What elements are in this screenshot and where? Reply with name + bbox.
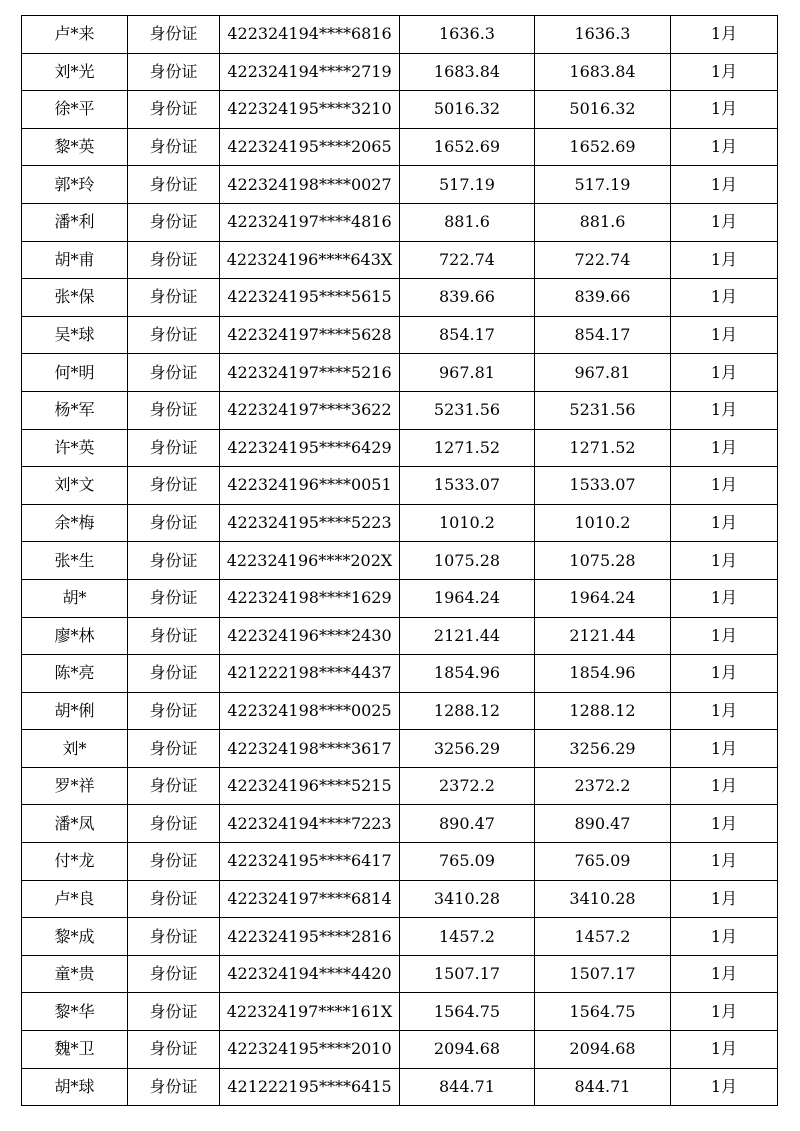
month-cell: 1月 [671, 91, 778, 129]
table-row [22, 730, 778, 768]
id-type-cell: 身份证 [128, 16, 220, 54]
amount-paid-cell: 1564.75 [535, 993, 671, 1031]
table-row [22, 767, 778, 805]
month-cell: 1月 [671, 467, 778, 505]
id-type-cell: 身份证 [128, 1031, 220, 1069]
name-cell: 胡*甫 [22, 241, 128, 279]
id-type-cell: 身份证 [128, 429, 220, 467]
amount-cell: 2094.68 [400, 1031, 535, 1069]
id-type-cell: 身份证 [128, 1068, 220, 1106]
amount-cell: 1683.84 [400, 53, 535, 91]
amount-paid-cell: 517.19 [535, 166, 671, 204]
table-row [22, 166, 778, 204]
amount-paid-cell: 1288.12 [535, 692, 671, 730]
id-type-cell: 身份证 [128, 655, 220, 693]
month-cell: 1月 [671, 1031, 778, 1069]
month-cell: 1月 [671, 316, 778, 354]
amount-paid-cell: 1652.69 [535, 128, 671, 166]
id-type-cell: 身份证 [128, 91, 220, 129]
name-cell: 杨*军 [22, 391, 128, 429]
id-type-cell: 身份证 [128, 166, 220, 204]
amount-cell: 967.81 [400, 354, 535, 392]
amount-cell: 1964.24 [400, 579, 535, 617]
month-cell: 1月 [671, 617, 778, 655]
table-row [22, 504, 778, 542]
table-row [22, 391, 778, 429]
amount-cell: 722.74 [400, 241, 535, 279]
month-cell: 1月 [671, 918, 778, 956]
roster-table [21, 15, 778, 1106]
name-cell: 吴*球 [22, 316, 128, 354]
table-row [22, 579, 778, 617]
table-row [22, 880, 778, 918]
table-row [22, 429, 778, 467]
amount-paid-cell: 5016.32 [535, 91, 671, 129]
month-cell: 1月 [671, 880, 778, 918]
table-row [22, 467, 778, 505]
amount-cell: 890.47 [400, 805, 535, 843]
id-type-cell: 身份证 [128, 354, 220, 392]
table-row [22, 542, 778, 580]
amount-paid-cell: 839.66 [535, 279, 671, 317]
name-cell: 魏*卫 [22, 1031, 128, 1069]
id-number-cell: 422324195****5223 [220, 504, 400, 542]
name-cell: 郭*玲 [22, 166, 128, 204]
name-cell: 何*明 [22, 354, 128, 392]
name-cell: 刘* [22, 730, 128, 768]
id-type-cell: 身份证 [128, 504, 220, 542]
id-number-cell: 422324195****6417 [220, 843, 400, 881]
month-cell: 1月 [671, 1068, 778, 1106]
table-row [22, 91, 778, 129]
id-number-cell: 422324195****2816 [220, 918, 400, 956]
table-row [22, 617, 778, 655]
name-cell: 许*英 [22, 429, 128, 467]
id-number-cell: 422324195****6429 [220, 429, 400, 467]
amount-paid-cell: 3410.28 [535, 880, 671, 918]
month-cell: 1月 [671, 843, 778, 881]
month-cell: 1月 [671, 805, 778, 843]
id-number-cell: 422324198****0027 [220, 166, 400, 204]
month-cell: 1月 [671, 579, 778, 617]
amount-paid-cell: 844.71 [535, 1068, 671, 1106]
table-row [22, 16, 778, 54]
amount-cell: 1010.2 [400, 504, 535, 542]
amount-cell: 2121.44 [400, 617, 535, 655]
month-cell: 1月 [671, 993, 778, 1031]
amount-paid-cell: 1075.28 [535, 542, 671, 580]
amount-paid-cell: 890.47 [535, 805, 671, 843]
table-row [22, 805, 778, 843]
id-number-cell: 422324198****0025 [220, 692, 400, 730]
amount-paid-cell: 1636.3 [535, 16, 671, 54]
name-cell: 徐*平 [22, 91, 128, 129]
id-number-cell: 422324196****643X [220, 241, 400, 279]
amount-cell: 1636.3 [400, 16, 535, 54]
id-type-cell: 身份证 [128, 692, 220, 730]
id-type-cell: 身份证 [128, 203, 220, 241]
month-cell: 1月 [671, 53, 778, 91]
table-row [22, 203, 778, 241]
month-cell: 1月 [671, 354, 778, 392]
name-cell: 卢*良 [22, 880, 128, 918]
amount-paid-cell: 2094.68 [535, 1031, 671, 1069]
id-type-cell: 身份证 [128, 128, 220, 166]
month-cell: 1月 [671, 166, 778, 204]
table-row [22, 279, 778, 317]
name-cell: 胡* [22, 579, 128, 617]
amount-paid-cell: 881.6 [535, 203, 671, 241]
amount-paid-cell: 1964.24 [535, 579, 671, 617]
table-row [22, 955, 778, 993]
id-type-cell: 身份证 [128, 880, 220, 918]
amount-cell: 1533.07 [400, 467, 535, 505]
month-cell: 1月 [671, 542, 778, 580]
id-number-cell: 422324196****2430 [220, 617, 400, 655]
name-cell: 胡*球 [22, 1068, 128, 1106]
id-type-cell: 身份证 [128, 843, 220, 881]
table-row [22, 1031, 778, 1069]
name-cell: 黎*成 [22, 918, 128, 956]
document-page [21, 15, 777, 1106]
table-row [22, 692, 778, 730]
amount-cell: 765.09 [400, 843, 535, 881]
id-number-cell: 422324194****7223 [220, 805, 400, 843]
id-type-cell: 身份证 [128, 918, 220, 956]
id-number-cell: 422324198****3617 [220, 730, 400, 768]
month-cell: 1月 [671, 655, 778, 693]
name-cell: 黎*英 [22, 128, 128, 166]
amount-cell: 1457.2 [400, 918, 535, 956]
id-number-cell: 422324197****5628 [220, 316, 400, 354]
amount-paid-cell: 1457.2 [535, 918, 671, 956]
id-number-cell: 422324195****3210 [220, 91, 400, 129]
id-type-cell: 身份证 [128, 241, 220, 279]
amount-cell: 517.19 [400, 166, 535, 204]
name-cell: 潘*利 [22, 203, 128, 241]
id-number-cell: 422324194****2719 [220, 53, 400, 91]
amount-paid-cell: 3256.29 [535, 730, 671, 768]
id-number-cell: 422324196****202X [220, 542, 400, 580]
name-cell: 刘*文 [22, 467, 128, 505]
id-number-cell: 422324195****5615 [220, 279, 400, 317]
id-type-cell: 身份证 [128, 579, 220, 617]
amount-paid-cell: 1533.07 [535, 467, 671, 505]
amount-cell: 2372.2 [400, 767, 535, 805]
id-number-cell: 422324197****4816 [220, 203, 400, 241]
id-number-cell: 422324196****0051 [220, 467, 400, 505]
table-row [22, 918, 778, 956]
amount-cell: 3410.28 [400, 880, 535, 918]
month-cell: 1月 [671, 241, 778, 279]
table-row [22, 843, 778, 881]
id-number-cell: 422324194****4420 [220, 955, 400, 993]
name-cell: 卢*来 [22, 16, 128, 54]
table-row [22, 316, 778, 354]
amount-cell: 5016.32 [400, 91, 535, 129]
month-cell: 1月 [671, 730, 778, 768]
amount-cell: 854.17 [400, 316, 535, 354]
amount-cell: 1288.12 [400, 692, 535, 730]
id-number-cell: 422324195****2010 [220, 1031, 400, 1069]
amount-paid-cell: 1854.96 [535, 655, 671, 693]
id-type-cell: 身份证 [128, 542, 220, 580]
id-type-cell: 身份证 [128, 617, 220, 655]
amount-cell: 1854.96 [400, 655, 535, 693]
name-cell: 张*保 [22, 279, 128, 317]
amount-cell: 1075.28 [400, 542, 535, 580]
amount-paid-cell: 722.74 [535, 241, 671, 279]
month-cell: 1月 [671, 692, 778, 730]
name-cell: 胡*俐 [22, 692, 128, 730]
name-cell: 陈*亮 [22, 655, 128, 693]
name-cell: 罗*祥 [22, 767, 128, 805]
month-cell: 1月 [671, 504, 778, 542]
amount-cell: 3256.29 [400, 730, 535, 768]
amount-paid-cell: 854.17 [535, 316, 671, 354]
name-cell: 黎*华 [22, 993, 128, 1031]
id-type-cell: 身份证 [128, 730, 220, 768]
name-cell: 童*贵 [22, 955, 128, 993]
amount-paid-cell: 1683.84 [535, 53, 671, 91]
id-type-cell: 身份证 [128, 955, 220, 993]
id-number-cell: 422324197****161X [220, 993, 400, 1031]
name-cell: 付*龙 [22, 843, 128, 881]
id-type-cell: 身份证 [128, 805, 220, 843]
id-number-cell: 422324195****2065 [220, 128, 400, 166]
amount-paid-cell: 2372.2 [535, 767, 671, 805]
name-cell: 刘*光 [22, 53, 128, 91]
month-cell: 1月 [671, 391, 778, 429]
amount-paid-cell: 967.81 [535, 354, 671, 392]
amount-paid-cell: 5231.56 [535, 391, 671, 429]
amount-paid-cell: 2121.44 [535, 617, 671, 655]
id-number-cell: 422324197****3622 [220, 391, 400, 429]
id-type-cell: 身份证 [128, 391, 220, 429]
name-cell: 廖*林 [22, 617, 128, 655]
id-type-cell: 身份证 [128, 467, 220, 505]
amount-cell: 1652.69 [400, 128, 535, 166]
table-row [22, 241, 778, 279]
month-cell: 1月 [671, 203, 778, 241]
amount-cell: 844.71 [400, 1068, 535, 1106]
month-cell: 1月 [671, 279, 778, 317]
id-type-cell: 身份证 [128, 279, 220, 317]
table-row [22, 993, 778, 1031]
id-number-cell: 421222198****4437 [220, 655, 400, 693]
name-cell: 余*梅 [22, 504, 128, 542]
amount-cell: 1564.75 [400, 993, 535, 1031]
month-cell: 1月 [671, 128, 778, 166]
amount-cell: 1507.17 [400, 955, 535, 993]
month-cell: 1月 [671, 955, 778, 993]
month-cell: 1月 [671, 429, 778, 467]
table-row [22, 655, 778, 693]
table-row [22, 53, 778, 91]
amount-paid-cell: 1010.2 [535, 504, 671, 542]
name-cell: 潘*凤 [22, 805, 128, 843]
id-number-cell: 422324198****1629 [220, 579, 400, 617]
table-row [22, 1068, 778, 1106]
id-type-cell: 身份证 [128, 993, 220, 1031]
amount-paid-cell: 1271.52 [535, 429, 671, 467]
roster-table-body [22, 16, 778, 1106]
amount-paid-cell: 765.09 [535, 843, 671, 881]
amount-cell: 881.6 [400, 203, 535, 241]
amount-paid-cell: 1507.17 [535, 955, 671, 993]
id-number-cell: 421222195****6415 [220, 1068, 400, 1106]
table-row [22, 354, 778, 392]
amount-cell: 5231.56 [400, 391, 535, 429]
id-number-cell: 422324197****6814 [220, 880, 400, 918]
amount-cell: 839.66 [400, 279, 535, 317]
month-cell: 1月 [671, 767, 778, 805]
id-type-cell: 身份证 [128, 53, 220, 91]
amount-cell: 1271.52 [400, 429, 535, 467]
id-type-cell: 身份证 [128, 316, 220, 354]
id-type-cell: 身份证 [128, 767, 220, 805]
month-cell: 1月 [671, 16, 778, 54]
id-number-cell: 422324196****5215 [220, 767, 400, 805]
id-number-cell: 422324197****5216 [220, 354, 400, 392]
table-row [22, 128, 778, 166]
id-number-cell: 422324194****6816 [220, 16, 400, 54]
name-cell: 张*生 [22, 542, 128, 580]
